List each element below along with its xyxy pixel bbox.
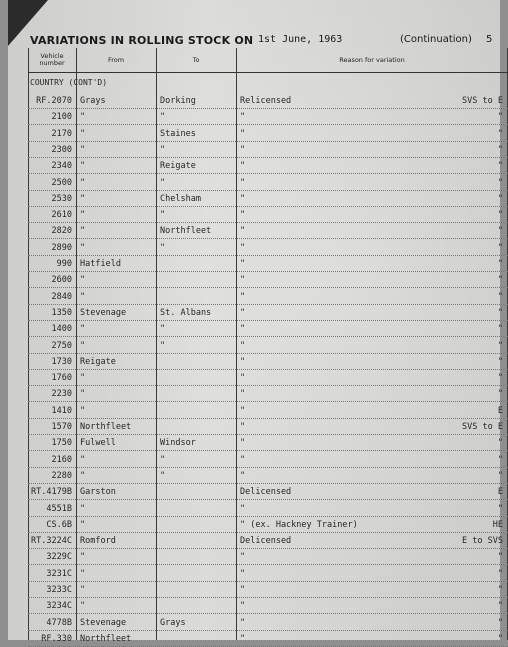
row-rule bbox=[28, 548, 508, 549]
classification-code: " bbox=[497, 568, 503, 579]
reason-text: " bbox=[240, 177, 246, 188]
reason-text: " bbox=[240, 259, 246, 269]
classification-code: " bbox=[497, 617, 503, 628]
classification-code: SVS to E bbox=[462, 422, 503, 432]
classification-code: " bbox=[497, 633, 503, 644]
classification-code: E bbox=[497, 487, 503, 498]
reason-text: " bbox=[240, 503, 246, 514]
classification-code: " bbox=[497, 177, 503, 188]
classification-code: E to SVS bbox=[462, 536, 503, 547]
column-divider bbox=[236, 48, 237, 640]
reason-text: " bbox=[240, 161, 246, 172]
reason-text: " bbox=[240, 552, 246, 563]
to-garage: " bbox=[160, 210, 166, 221]
row-rule bbox=[28, 190, 508, 191]
reason-text: " bbox=[240, 307, 246, 318]
vehicle-number: CS.6B bbox=[46, 519, 72, 530]
from-garage: " bbox=[80, 128, 86, 139]
classification-code: HE bbox=[492, 519, 503, 530]
classification-code: E bbox=[497, 405, 503, 416]
from-garage: " bbox=[80, 552, 86, 563]
from-garage: " bbox=[80, 275, 86, 286]
vehicle-number: 2230 bbox=[51, 389, 72, 400]
row-rule bbox=[28, 532, 508, 533]
header-rule bbox=[28, 72, 508, 73]
reason-text: " bbox=[240, 193, 246, 204]
classification-code: " bbox=[497, 389, 503, 400]
reason-text: " bbox=[240, 422, 246, 432]
row-rule bbox=[28, 108, 508, 109]
classification-code: " bbox=[497, 226, 503, 237]
reason-text: " bbox=[240, 128, 246, 139]
page-number: 5 bbox=[486, 34, 493, 45]
to-garage: " bbox=[160, 324, 166, 335]
classification-code: " bbox=[497, 340, 503, 351]
rolling-stock-table bbox=[28, 48, 508, 644]
from-garage: " bbox=[80, 324, 86, 335]
reason-text: " bbox=[240, 601, 246, 612]
reason-text: Relicensed bbox=[240, 96, 292, 106]
from-garage: " bbox=[80, 161, 86, 172]
row-rule bbox=[28, 516, 508, 517]
continuation-label: (Continuation) bbox=[400, 34, 472, 45]
reason-text: " bbox=[240, 226, 246, 237]
section-label: COUNTRY (CONT'D) bbox=[30, 78, 108, 87]
row-rule bbox=[28, 320, 508, 321]
vehicle-number: RF.2070 bbox=[36, 96, 72, 106]
row-rule bbox=[28, 401, 508, 402]
classification-code: " bbox=[497, 291, 503, 302]
vehicle-number: 2750 bbox=[51, 340, 72, 351]
to-garage: " bbox=[160, 242, 166, 253]
vehicle-number: 2890 bbox=[51, 242, 72, 253]
row-rule bbox=[28, 434, 508, 435]
classification-code: " bbox=[497, 275, 503, 286]
from-garage: Romford bbox=[80, 536, 116, 547]
to-garage: Grays bbox=[160, 617, 186, 628]
classification-code: SVS to E bbox=[462, 96, 503, 106]
to-garage: Chelsham bbox=[160, 193, 201, 204]
row-rule bbox=[28, 255, 508, 256]
vehicle-number: 2610 bbox=[51, 210, 72, 221]
row-rule bbox=[28, 287, 508, 288]
reason-text: " bbox=[240, 389, 246, 400]
from-garage: " bbox=[80, 112, 86, 123]
column-divider bbox=[76, 48, 77, 640]
vehicle-number: 2280 bbox=[51, 470, 72, 481]
vehicle-number: 3234C bbox=[46, 601, 72, 612]
row-rule bbox=[28, 499, 508, 500]
classification-code: " bbox=[497, 144, 503, 155]
from-garage: Northfleet bbox=[80, 633, 132, 644]
row-rule bbox=[28, 418, 508, 419]
reason-text: " bbox=[240, 324, 246, 335]
classification-code: " bbox=[497, 112, 503, 123]
vehicle-number: 1730 bbox=[51, 356, 72, 367]
reason-text: " bbox=[240, 340, 246, 351]
from-garage: " bbox=[80, 373, 86, 384]
to-garage: " bbox=[160, 454, 166, 465]
column-header-from: From bbox=[76, 48, 156, 73]
from-garage: " bbox=[80, 210, 86, 221]
row-rule bbox=[28, 238, 508, 239]
classification-code: " bbox=[497, 259, 503, 269]
row-rule bbox=[28, 304, 508, 305]
from-garage: Hatfield bbox=[80, 259, 121, 269]
vehicle-number: 4778B bbox=[46, 617, 72, 628]
from-garage: " bbox=[80, 291, 86, 302]
document-header bbox=[30, 34, 500, 48]
vehicle-number: 2300 bbox=[51, 144, 72, 155]
vehicle-number: 1350 bbox=[51, 307, 72, 318]
reason-text: Delicensed bbox=[240, 487, 292, 498]
vehicle-number: RF.330 bbox=[41, 633, 72, 644]
classification-code: " bbox=[497, 128, 503, 139]
row-rule bbox=[28, 271, 508, 272]
reason-text: " bbox=[240, 585, 246, 595]
from-garage: " bbox=[80, 601, 86, 612]
vehicle-number: RT.4179B bbox=[31, 487, 72, 498]
to-garage: " bbox=[160, 144, 166, 155]
from-garage: Stevenage bbox=[80, 617, 127, 628]
reason-text: " bbox=[240, 405, 246, 416]
to-garage: St. Albans bbox=[160, 307, 212, 318]
row-rule bbox=[28, 467, 508, 468]
vehicle-number: 1570 bbox=[51, 422, 72, 432]
vehicle-number: 2600 bbox=[51, 275, 72, 286]
to-garage: " bbox=[160, 340, 166, 351]
vehicle-number: 2100 bbox=[51, 112, 72, 123]
classification-code: " bbox=[497, 373, 503, 384]
row-rule bbox=[28, 597, 508, 598]
row-rule bbox=[28, 336, 508, 337]
from-garage: " bbox=[80, 193, 86, 204]
classification-code: " bbox=[497, 601, 503, 612]
reason-text: " bbox=[240, 373, 246, 384]
from-garage: " bbox=[80, 568, 86, 579]
classification-code: " bbox=[497, 193, 503, 204]
reason-text: " bbox=[240, 617, 246, 628]
vehicle-number: 990 bbox=[56, 259, 72, 269]
classification-code: " bbox=[497, 470, 503, 481]
vehicle-number: 2170 bbox=[51, 128, 72, 139]
row-rule bbox=[28, 369, 508, 370]
to-garage: Dorking bbox=[160, 96, 196, 106]
row-rule bbox=[28, 564, 508, 565]
reason-text: " bbox=[240, 275, 246, 286]
vehicle-number: 2820 bbox=[51, 226, 72, 237]
column-divider bbox=[156, 48, 157, 640]
reason-text: " bbox=[240, 210, 246, 221]
column-header-reason: Reason for variation bbox=[236, 48, 508, 73]
column-header-vehicle: Vehicle number bbox=[28, 48, 76, 73]
reason-text: " bbox=[240, 470, 246, 481]
reason-text: " bbox=[240, 242, 246, 253]
row-rule bbox=[28, 353, 508, 354]
row-rule bbox=[28, 581, 508, 582]
column-header-to: To bbox=[156, 48, 236, 73]
from-garage: Fulwell bbox=[80, 438, 116, 449]
from-garage: " bbox=[80, 144, 86, 155]
classification-code: " bbox=[497, 503, 503, 514]
vehicle-number: 2340 bbox=[51, 161, 72, 172]
vehicle-number: 3231C bbox=[46, 568, 72, 579]
vehicle-number: 1410 bbox=[51, 405, 72, 416]
row-rule bbox=[28, 141, 508, 142]
vehicle-number: 2500 bbox=[51, 177, 72, 188]
row-rule bbox=[28, 124, 508, 125]
classification-code: " bbox=[497, 324, 503, 335]
from-garage: Northfleet bbox=[80, 422, 132, 432]
document-title: VARIATIONS IN ROLLING STOCK ON bbox=[30, 34, 254, 47]
from-garage: " bbox=[80, 519, 86, 530]
row-rule bbox=[28, 385, 508, 386]
from-garage: " bbox=[80, 454, 86, 465]
row-rule bbox=[28, 483, 508, 484]
classification-code: " bbox=[497, 438, 503, 449]
reason-text: Delicensed bbox=[240, 536, 292, 547]
classification-code: " bbox=[497, 552, 503, 563]
row-rule bbox=[28, 173, 508, 174]
from-garage: Grays bbox=[80, 96, 106, 106]
vehicle-number: 1760 bbox=[51, 373, 72, 384]
row-rule bbox=[28, 450, 508, 451]
to-garage: " bbox=[160, 177, 166, 188]
row-rule bbox=[28, 222, 508, 223]
classification-code: " bbox=[497, 356, 503, 367]
document-date: 1st June, 1963 bbox=[258, 34, 343, 45]
vehicle-number: 1400 bbox=[51, 324, 72, 335]
reason-text: " (ex. Hackney Trainer) bbox=[240, 519, 358, 530]
classification-code: " bbox=[497, 210, 503, 221]
classification-code: " bbox=[497, 307, 503, 318]
vehicle-number: 1750 bbox=[51, 438, 72, 449]
to-garage: " bbox=[160, 112, 166, 123]
reason-text: " bbox=[240, 633, 246, 644]
classification-code: " bbox=[497, 161, 503, 172]
row-rule bbox=[28, 206, 508, 207]
vehicle-number: 2840 bbox=[51, 291, 72, 302]
document-sheet bbox=[8, 0, 503, 644]
from-garage: " bbox=[80, 503, 86, 514]
row-rule bbox=[28, 157, 508, 158]
reason-text: " bbox=[240, 144, 246, 155]
vehicle-number: 3233C bbox=[46, 585, 72, 595]
from-garage: Reigate bbox=[80, 356, 116, 367]
vehicle-number: 2160 bbox=[51, 454, 72, 465]
from-garage: " bbox=[80, 177, 86, 188]
vehicle-number: 3229C bbox=[46, 552, 72, 563]
reason-text: " bbox=[240, 356, 246, 367]
from-garage: " bbox=[80, 242, 86, 253]
reason-text: " bbox=[240, 438, 246, 449]
from-garage: " bbox=[80, 405, 86, 416]
row-rule bbox=[28, 630, 508, 631]
reason-text: " bbox=[240, 291, 246, 302]
vehicle-number: 4551B bbox=[46, 503, 72, 514]
from-garage: " bbox=[80, 585, 86, 595]
to-garage: Windsor bbox=[160, 438, 196, 449]
from-garage: " bbox=[80, 226, 86, 237]
to-garage: " bbox=[160, 470, 166, 481]
from-garage: " bbox=[80, 389, 86, 400]
reason-text: " bbox=[240, 568, 246, 579]
vehicle-number: 2530 bbox=[51, 193, 72, 204]
from-garage: Stevenage bbox=[80, 307, 127, 318]
from-garage: " bbox=[80, 340, 86, 351]
classification-code: " bbox=[497, 585, 503, 595]
reason-text: " bbox=[240, 112, 246, 123]
to-garage: Northfleet bbox=[160, 226, 212, 237]
to-garage: Reigate bbox=[160, 161, 196, 172]
row-rule bbox=[28, 613, 508, 614]
reason-text: " bbox=[240, 454, 246, 465]
to-garage: Staines bbox=[160, 128, 196, 139]
vehicle-number: RT.3224C bbox=[31, 536, 72, 547]
classification-code: " bbox=[497, 242, 503, 253]
classification-code: " bbox=[497, 454, 503, 465]
from-garage: Garston bbox=[80, 487, 116, 498]
from-garage: " bbox=[80, 470, 86, 481]
